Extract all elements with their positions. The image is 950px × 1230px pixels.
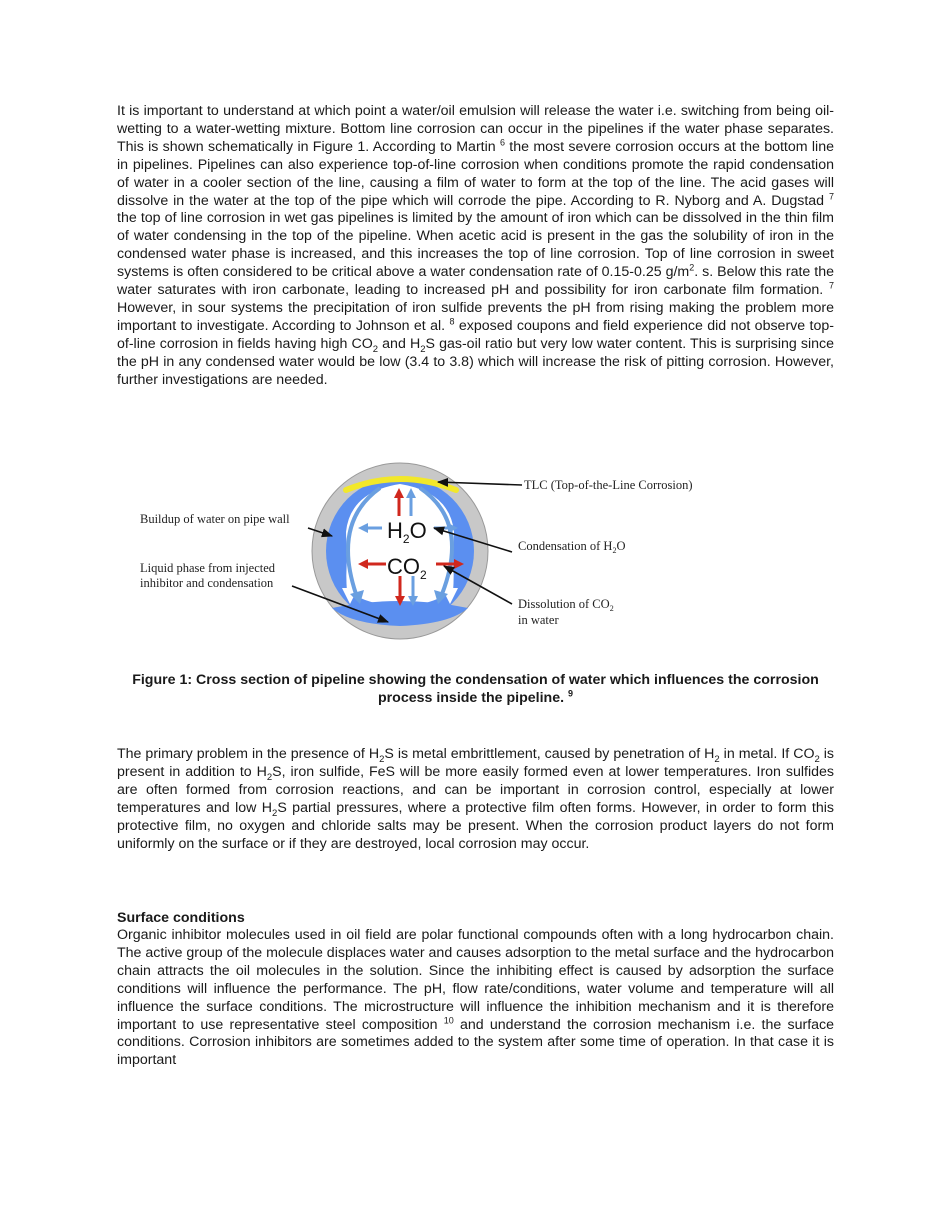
text-run: the most severe corrosion occurs at the bottom line in pipelines. Pipelines can also experience top-of-line corrosion when conditions promote the rapid condensation of water in a cooler section of the line, causing a film of water to form at the top of the line. The acid gases will dissolve in the water at the top of the pipe which will corrode the pipe. According to R. Nyborg and A. Dugstad — [117, 138, 834, 209]
subscript: 2 — [379, 753, 385, 765]
paragraph-water-oil-emulsion — [117, 103, 834, 390]
reference-7: 7 — [828, 280, 834, 291]
label-liquid-phase-1: Liquid phase from injected — [140, 561, 276, 575]
text-run: S is metal embrittlement, caused by penetration of H — [384, 746, 715, 762]
paragraph-surface-conditions — [117, 927, 834, 1070]
reference-9: 9 — [568, 688, 574, 699]
caption-text: Figure 1: Cross section of pipeline showing the condensation of water which influences the corrosion process inside the pipeline. — [132, 672, 819, 706]
text-run: is present in addition to H — [117, 746, 835, 780]
reference-7: 7 — [828, 190, 834, 201]
text-run: S gas-oil ratio but very low water content. This is surprising since the pH in any condensed water would be low (3.4 to 3.8) which will increase the risk of pitting corrosion. However, further investigations are needed. — [117, 335, 834, 388]
label-dissolution: Dissolution of $CO_2$ — [518, 597, 614, 613]
label-liquid-phase-2: inhibitor and condensation — [140, 576, 274, 590]
paragraph-h2s — [117, 746, 834, 853]
section-heading: Surface conditions — [117, 910, 245, 926]
reference-6: 6 — [499, 137, 505, 148]
subscript: 2 — [372, 343, 379, 355]
co2-symbol: $CO_2$ — [387, 554, 427, 582]
superscript-squared: 2 — [689, 262, 695, 273]
text-run: S partial pressures, where a protective film often forms. However, in order to form this protective film, no oxygen and chloride salts may be present. When the corrosion product layers do not form uniformly on the surface or if they are destroyed, local corrosion may occur. — [117, 799, 834, 852]
reference-10: 10 — [443, 1014, 454, 1025]
subscript: 2 — [420, 343, 426, 355]
text-run: S, iron sulfide, FeS will be more easily formed even at lower temperatures. Iron sulfides are often formed from corrosion reactions, and can be important in corrosion control, especially at lower temperatures and low H — [117, 763, 834, 816]
pipeline-cross-section-figure — [120, 462, 832, 640]
figure-caption — [117, 671, 834, 707]
text-run: . s. Below this rate the water saturates with iron carbonate, leading to increased pH and possibility for iron carbonate film formation. — [117, 264, 834, 299]
text-run: in metal. If CO — [719, 746, 815, 762]
reference-8: 8 — [449, 316, 455, 327]
text-run: exposed coupons and field experience did not observe top-of-line corrosion in fields having high CO — [117, 317, 834, 352]
label-dissolution-2: in water — [518, 613, 559, 627]
text-run: and understand the corrosion mechanism i.e. the surface conditions. Corrosion inhibitors are sometimes added to the system after some time of operation. In that case it is important — [117, 1016, 835, 1069]
pipeline-diagram — [120, 462, 832, 640]
text-run: The primary problem in the presence of H — [117, 746, 380, 762]
text-run: the top of line corrosion in wet gas pipelines is limited by the amount of iron which can be dissolved in the thin film of water condensing in the top of the pipeline. When acetic acid is present in the gas the solubility of iron in the condensed water phase is increased, and this increases the top of line corrosion. Top of line corrosion in sweet systems is often considered to be critical above a water condensation rate of 0.15-0.25 g/m — [117, 210, 834, 281]
label-condensation: Condensation of $H_2O$ — [518, 539, 626, 555]
text-run: and H — [378, 335, 421, 352]
text-run: Organic inhibitor molecules used in oil field are polar functional compounds often with a long hydrocarbon chain. The active group of the molecule displaces water and causes adsorption to the metal surface and the hydrocarbon chain attracts the oil molecules in the solution. Since the inhibiting effect is caused by adsorption the surface conditions will influence the performance. The pH, flow rate/conditions, water volume and temperature will all influence the surface conditions. The microstructure will influence the inhibition mechanism and it is therefore important to use representative steel composition — [117, 927, 834, 1033]
subscript: 2 — [272, 807, 278, 819]
label-buildup: Buildup of water on pipe wall — [140, 512, 290, 526]
body-text — [117, 103, 834, 390]
text-run: However, in sour systems the precipitation of iron sulfide prevents the pH from rising making the problem more important to investigate. According to Johnson et al. — [117, 299, 834, 334]
body-text — [117, 927, 834, 1070]
body-text — [117, 746, 834, 853]
h2o-symbol: $H_2O$ — [387, 518, 427, 546]
subscript: 2 — [814, 753, 820, 765]
subscript: 2 — [714, 753, 720, 765]
text-run: It is important to understand at which point a water/oil emulsion will release the water i.e. switching from being oil-wetting to a water-wetting mixture. Bottom line corrosion can occur in the pipelines if the water phase separates. This is shown schematically in Figure 1. According to Martin — [117, 103, 834, 155]
subscript: 2 — [266, 771, 273, 783]
label-tlc: TLC (Top-of-the-Line Corrosion) — [524, 478, 693, 492]
